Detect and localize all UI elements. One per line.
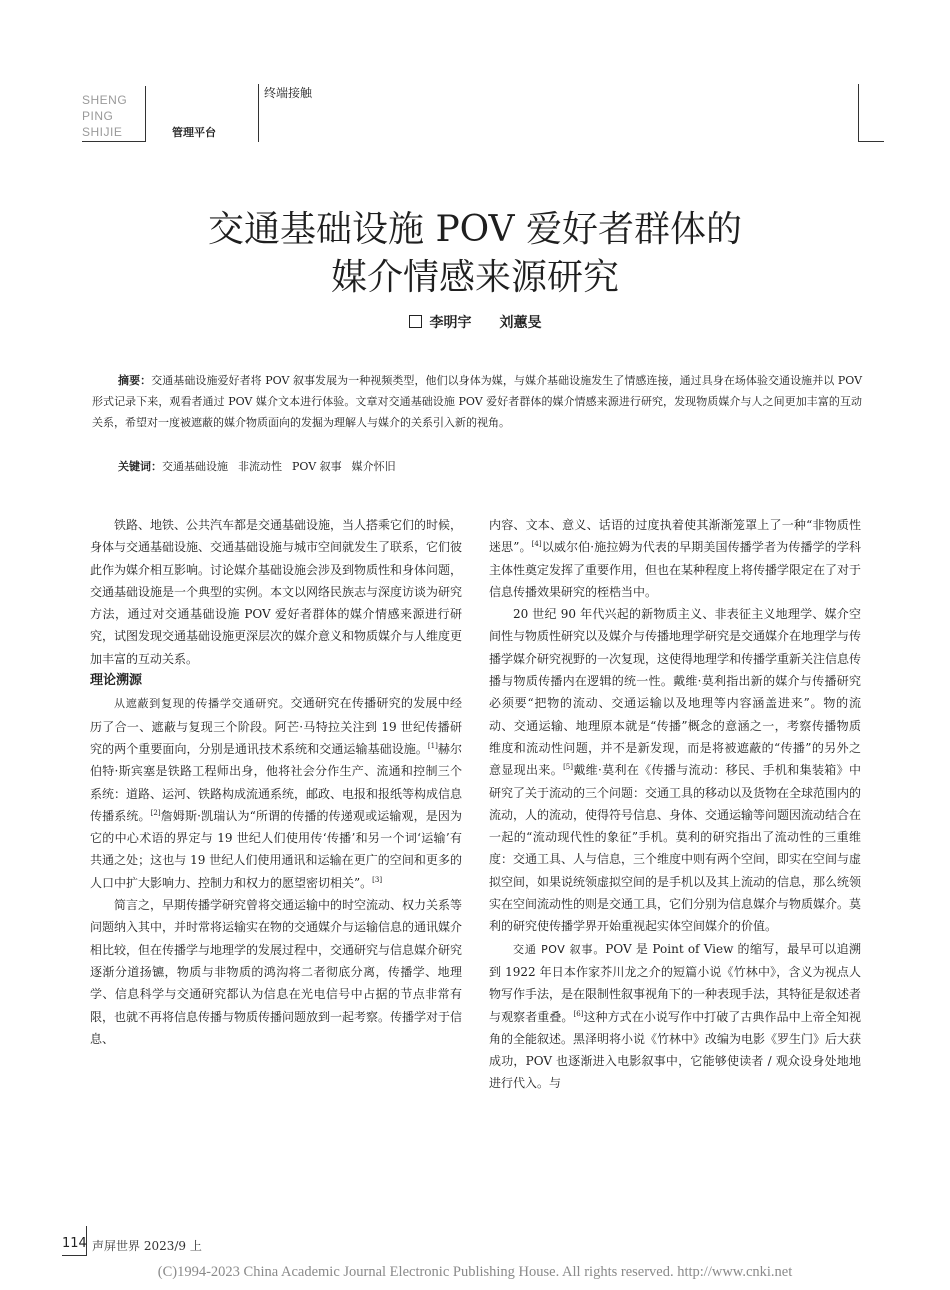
brand-line: PING	[82, 109, 114, 123]
body-paragraph: 铁路、地铁、公共汽车都是交通基础设施，当人搭乘它们的时候，身体与交通基础设施、交通基础设施与城市空间就发生了联系，它们彼此作为媒介相互影响。讨论媒介基础设施会涉及到物质性和身体问题，交通基础设施是一个典型的实例。本文以网络民族志与深度访谈为研究方法，通过对交通基础设施 POV 爱好者群体的媒介情感来源进行研究，试图发现交通基础设施更深层次的媒介意义和物质媒介与人维度更加丰富的互动关系。	[90, 518, 463, 666]
keyword: POV 叙事	[292, 460, 342, 473]
section-label: 管理平台	[172, 126, 216, 139]
body-column-left	[90, 514, 462, 1050]
author-name: 李明宇	[429, 315, 472, 331]
body-column-right	[489, 514, 861, 1095]
paragraph-lead: 交通 POV 叙事。	[513, 942, 606, 956]
keyword: 非流动性	[238, 460, 282, 473]
paragraph-text: 20 世纪 90 年代兴起的新物质主义、非表征主义地理学、媒介空间性与物质性研究以及媒介与传播地理学研究是交通媒介在地理学与传播学媒介研究视野的一次复现，这使得地理学和传播学重新关注信息传播与物质传播内在逻辑的统一性。戴维·莫利指出新的媒介与传播研究必须要“把物的流动、交通运输以及地理等内容涵盖进来”。物的流动、交通运输、地理原本就是“传播”概念的意涵之一，考察传播物质维度和流动性问题，并不是新发现，而是将被遮蔽的“传播”的另外之意显现出来。	[489, 607, 862, 778]
reference-mark: [6]	[573, 1009, 584, 1018]
paragraph-text: 交通研究在传播研究的发展中经历了合一、遮蔽与复现三个阶段。阿芒·马特拉关注到 19 世纪传播研究的两个重要面向，分别是通讯技术系统和交通运输基础设施。	[90, 696, 462, 756]
abstract-label: 摘要：	[118, 374, 152, 387]
body-paragraph	[90, 692, 462, 894]
footer-divider	[62, 1255, 87, 1256]
body-paragraph	[489, 514, 861, 603]
paragraph-text: 这种方式在小说写作中打破了古典作品中上帝全知视角的全能叙述。黑泽明将小说《竹林中》改编为电影《罗生门》后大获成功，POV 也逐渐进入电影叙事中，它能够使读者 / 观众设身处地地进行代入。与	[489, 1009, 862, 1091]
paragraph-text: 内容、文本、意义、话语的过度执着使其渐渐笼罩上了一种“非物质性迷思”。	[489, 518, 861, 555]
section-heading: 理论溯源	[90, 673, 143, 689]
paragraph-text: 戴维·莫利在《传播与流动：移民、手机和集装箱》中研究了关于流动的三个问题：交通工具的移动以及货物在全球范围内的流动，人的流动，使得符号信息、身体、交通运输等问题因流动结合在一起的“流动现代性的象征”手机。莫利的研究指出了流动性的三重维度：交通工具、人与信息，三个维度中则有两个空间，即实在空间与虚拟空间，如果说统领虚拟空间的是手机以及其上流动的信息，那么统领实在空间流动性的则是交通工具，它们分别为信息媒介与物质媒介。莫利的研究使传播学界开始重视起实体空间媒介的价值。	[489, 763, 862, 934]
article-title-line-2: 媒介情感来源研究	[330, 257, 619, 298]
brand-line: SHENG	[82, 93, 128, 107]
body-paragraph: 简言之，早期传播学研究曾将交通运输中的时空流动、权力关系等问题纳入其中，并时常将运输实在物的交通媒介与运输信息的通讯媒介相比较，但在传播学与地理学的发展过程中，交通研究与信息媒介研究逐渐分道扬镳，物质与非物质的鸿沟将二者彻底分离，传播学、地理学、信息科学与交通研究都认为信息在光电信号中占据的节点非常有限，也就不再将信息传播与物质传播问题放到一起考察。传播学对于信息、	[90, 898, 463, 1046]
paragraph-text: 詹姆斯·凯瑞认为“所谓的传播的传递观或运输观，是因为它的中心术语的界定与 19 世纪人们使用传‘传播’和另一个词‘运输’有共通之处；这也与 19 世纪人们使用通讯和运输在更广的空间和更多的人口中扩大影响力、控制力和权力的愿望密切相关”。	[90, 808, 462, 890]
body-paragraph	[489, 938, 861, 1095]
journal-issue: 声屏世界 2023/9 上	[92, 1239, 202, 1253]
page-number: 114	[62, 1236, 87, 1251]
header-divider	[82, 141, 146, 142]
body-paragraph	[489, 603, 861, 937]
keywords-label: 关键词：	[118, 460, 162, 473]
copyright-notice: (C)1994-2023 China Academic Journal Electronic Publishing House. All rights reserved. http://www.cnki.net	[157, 1264, 793, 1280]
author-line	[0, 312, 950, 332]
header-divider	[858, 141, 884, 142]
paragraph-text: POV 是 Point of View 的缩写，最早可以追溯到 1922 年日本作家芥川龙之介的短篇小说《竹林中》，含义为视点人物写作手法，是在限制性叙事视角下的一种表现手法，其特征是叙述者与观察者重叠。	[489, 941, 862, 1024]
keywords	[118, 457, 858, 477]
journal-brand	[82, 92, 146, 140]
reference-mark: [1]	[427, 741, 438, 750]
header-divider	[258, 84, 259, 142]
reference-mark: [3]	[372, 875, 383, 884]
author-box-icon	[409, 315, 422, 328]
keyword: 交通基础设施	[162, 460, 228, 473]
author-name: 刘蕙旻	[499, 315, 542, 331]
paragraph-text: 以威尔伯·施拉姆为代表的早期美国传播学者为传播学的学科主体性奠定发挥了重要作用，但也在某种程度上将传播学限定在了对于信息传播效果研究的桎梏当中。	[489, 540, 862, 599]
header-divider	[145, 86, 146, 142]
brand-line: SHIJIE	[82, 125, 123, 139]
reference-mark: [2]	[150, 808, 161, 817]
paragraph-lead: 从遮蔽到复现的传播学交通研究。	[114, 697, 291, 711]
header-divider	[858, 84, 859, 142]
paragraph-text: 赫尔伯特·斯宾塞是铁路工程师出身，他将社会分作生产、流通和控制三个系统：道路、运河、铁路构成流通系统，邮政、电报和报纸等构成信息传播系统。	[90, 741, 463, 823]
reference-mark: [5]	[563, 763, 573, 772]
abstract	[92, 370, 862, 433]
keyword: 媒介怀旧	[351, 460, 396, 473]
column-name: 终端接触	[264, 86, 313, 100]
abstract-text: 交通基础设施爱好者将 POV 叙事发展为一种视频类型，他们以身体为媒，与媒介基础设施发生了情感连接，通过具身在场体验交通设施并以 POV 形式记录下来，观看者通过 POV 媒介文本进行体验。文章对交通基础设施 POV 爱好者群体的媒介情感来源进行研究，发现物质媒介与人之间更加丰富的互动关系，希望对一度被遮蔽的媒介物质面向的发掘为理解人与媒介的关系引入新的视角。	[92, 374, 863, 429]
article-title-line-1: 交通基础设施 POV 爱好者群体的	[208, 209, 742, 250]
reference-mark: [4]	[531, 540, 542, 549]
